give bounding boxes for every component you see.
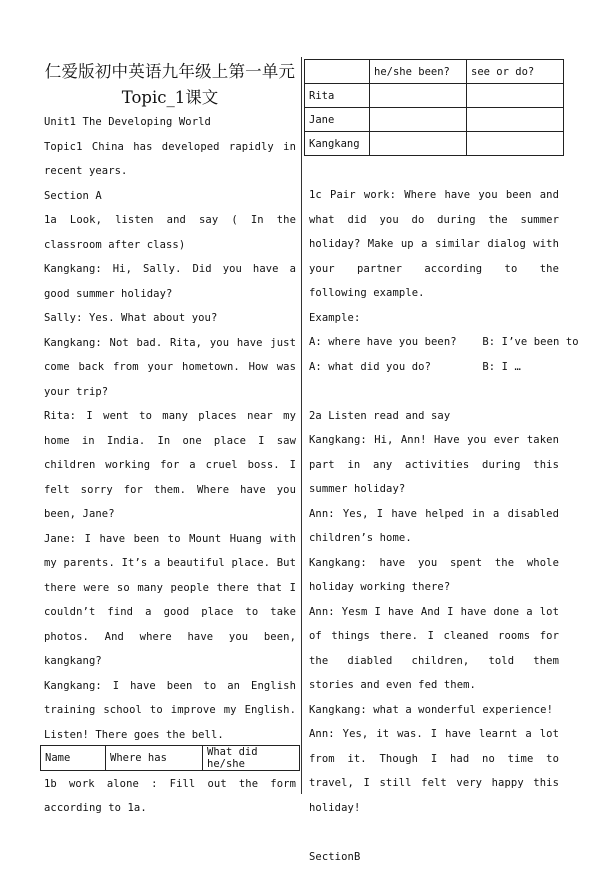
dialog-line: Kangkang: Hi, Sally. Did you have a good summer holiday?: [44, 257, 296, 306]
dialog-line: Kangkang: I have been to an English training school to improve my English. Listen! There goes the bell.: [44, 674, 296, 748]
dialog-line: Kangkang: Hi, Ann! Have you ever taken part in any activities during this summer holiday?: [309, 428, 559, 502]
section-heading: Section A: [44, 184, 296, 209]
blank-line: [309, 379, 559, 404]
form-table-part1: [40, 745, 300, 771]
left-column: [44, 60, 296, 821]
activity-1a-heading: 1a Look, listen and say ( In the classroom after class): [44, 208, 296, 257]
form-row-label: Jane: [305, 108, 370, 132]
activity-1c-heading: 1c Pair work: Where have you been and what did you do during the summer holiday? Make up a similar dialog with your partner according to the following example.: [309, 183, 559, 306]
dialog-line: Kangkang: what a wonderful experience!: [309, 698, 559, 723]
form-header-what: What did he/she: [203, 746, 300, 771]
dialog-line: Ann: Yes, I have helped in a disabled children’s home.: [309, 502, 559, 551]
dialog-line: Rita: I went to many places near my home in India. In one place I saw children working for a cruel boss. I felt sorry for them. Where have you been, Jane?: [44, 404, 296, 527]
dialog-line: Ann: Yes, it was. I have learnt a lot from it. Though I had no time to travel, I still felt very happy this holiday!: [309, 722, 559, 820]
dialog-line: Kangkang: have you spent the whole holiday working there?: [309, 551, 559, 600]
document-title: 仁爱版初中英语九年级上第一单元: [44, 60, 296, 84]
right-column: [309, 183, 559, 869]
example-label: Example:: [309, 306, 559, 331]
form-row-label: Rita: [305, 84, 370, 108]
form-header-been: he/she been?: [370, 60, 467, 84]
form-cell-empty: [467, 108, 564, 132]
form-cell-empty: [370, 108, 467, 132]
form-cell-empty: [467, 84, 564, 108]
form-table-part2: [304, 59, 564, 156]
activity-2a-heading: 2a Listen read and say: [309, 404, 559, 429]
form-cell-empty: [467, 132, 564, 156]
activity-1b-heading: 1b work alone : Fill out the form according to 1a.: [44, 772, 296, 821]
dialog-line: Ann: Yesm I have And I have done a lot of things there. I cleaned rooms for the diabled children, told them stories and even fed them.: [309, 600, 559, 698]
column-divider: [301, 57, 302, 794]
form-cell-empty: [370, 84, 467, 108]
blank-line: [309, 820, 559, 845]
dialog-line: Kangkang: Not bad. Rita, you have just come back from your hometown. How was your trip?: [44, 331, 296, 405]
example-line: A: where have you been? B: I’ve been to: [309, 330, 559, 355]
example-line: A: what did you do? B: I …: [309, 355, 559, 380]
topic-heading: Topic1 China has developed rapidly in recent years.: [44, 135, 296, 184]
form-header-where: Where has: [106, 746, 203, 771]
form-cell: [305, 60, 370, 84]
section-b-heading: SectionB: [309, 845, 559, 869]
form-header-see-do: see or do?: [467, 60, 564, 84]
document-subtitle: Topic_1课文: [44, 86, 296, 110]
form-cell-empty: [370, 132, 467, 156]
dialog-line: Sally: Yes. What about you?: [44, 306, 296, 331]
form-header-name: Name: [41, 746, 106, 771]
dialog-line: Jane: I have been to Mount Huang with my parents. It’s a beautiful place. But there were so many people there that I couldn’t find a good place to take photos. And where have you been, kangkang?: [44, 527, 296, 674]
unit-heading: Unit1 The Developing World: [44, 110, 296, 135]
form-row-label: Kangkang: [305, 132, 370, 156]
